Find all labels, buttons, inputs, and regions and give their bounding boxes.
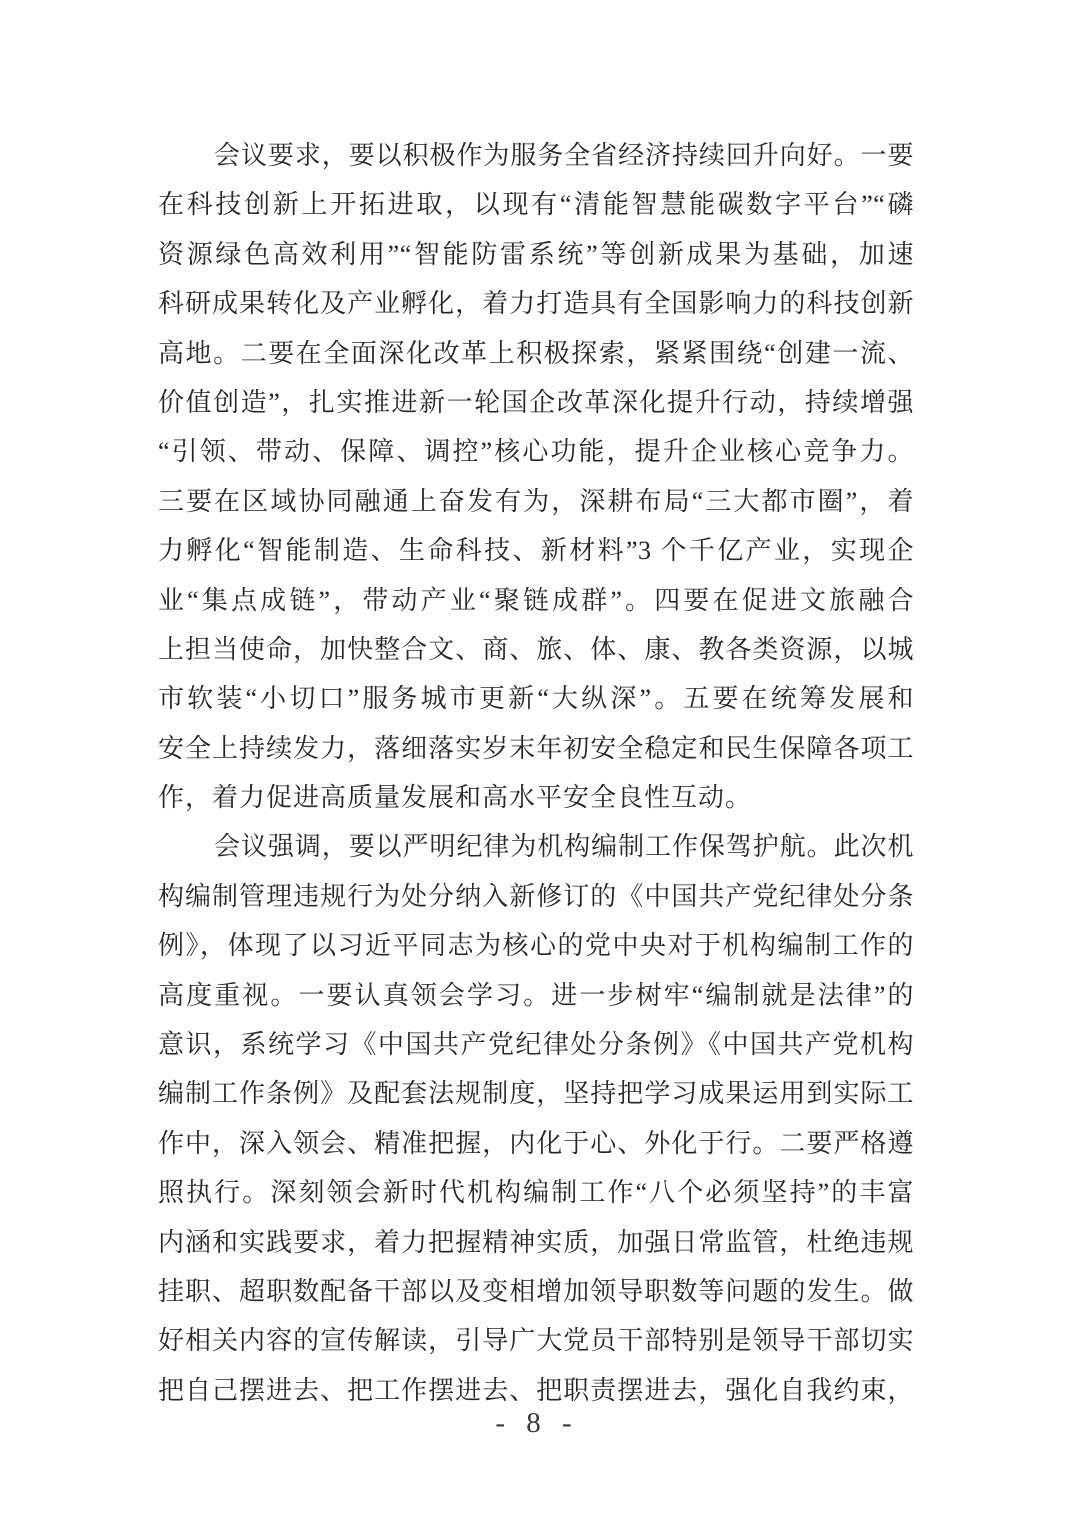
text-line: 安全上持续发力，落细落实岁末年初安全稳定和民生保障各项工 [158, 733, 914, 763]
paragraph-meeting-emphasis [158, 822, 914, 1415]
paragraph-meeting-requirements [158, 131, 914, 822]
text-line: 业“集点成链”，带动产业“聚链成群”。四要在促进文旅融合 [158, 585, 914, 615]
text-line: “引领、带动、保障、调控”核心功能，提升企业核心竞争力。 [158, 437, 914, 467]
document-body [158, 131, 914, 1415]
text-line: 资源绿色高效利用”“智能防雷系统”等创新成果为基础，加速 [158, 239, 914, 269]
text-line: 编制工作条例》及配套法规制度，坚持把学习成果运用到实际工 [158, 1079, 914, 1109]
text-line: 把自己摆进去、把工作摆进去、把职责摆进去，强化自我约束， [158, 1375, 914, 1405]
text-line: 高度重视。一要认真领会学习。进一步树牢“编制就是法律”的 [158, 980, 914, 1010]
text-line: 价值创造”，扎实推进新一轮国企改革深化提升行动，持续增强 [158, 387, 914, 417]
text-line: 会议要求，要以积极作为服务全省经济持续回升向好。一要 [214, 141, 914, 170]
text-line: 力孵化“智能制造、生命科技、新材料”3 个千亿产业，实现企 [158, 536, 914, 566]
text-line: 构编制管理违规行为处分纳入新修订的《中国共产党纪律处分条 [158, 881, 914, 911]
text-line: 市软装“小切口”服务城市更新“大纵深”。五要在统筹发展和 [158, 684, 914, 714]
text-line: 作中，深入领会、精准把握，内化于心、外化于行。二要严格遵 [158, 1128, 914, 1158]
text-line: 上担当使命，加快整合文、商、旅、体、康、教各类资源，以城 [158, 634, 914, 664]
text-line: 意识，系统学习《中国共产党纪律处分条例》《中国共产党机构 [158, 1030, 914, 1060]
text-line: 照执行。深刻领会新时代机构编制工作“八个必须坚持”的丰富 [158, 1178, 914, 1208]
text-line: 高地。二要在全面深化改革上积极探索，紧紧围绕“创建一流、 [158, 338, 914, 368]
text-line: 科研成果转化及产业孵化，着力打造具有全国影响力的科技创新 [158, 289, 914, 319]
text-line: 作，着力促进高质量发展和高水平安全良性互动。 [158, 783, 753, 813]
text-line: 好相关内容的宣传解读，引导广大党员干部特别是领导干部切实 [158, 1326, 914, 1356]
text-line: 三要在区域协同融通上奋发有为，深耕布局“三大都市圈”，着 [158, 486, 914, 516]
text-line: 会议强调，要以严明纪律为机构编制工作保驾护航。此次机 [214, 832, 914, 862]
page-number: - 8 - [495, 1407, 579, 1439]
text-line: 内涵和实践要求，着力把握精神实质，加强日常监管，杜绝违规 [158, 1227, 914, 1257]
text-line: 例》，体现了以习近平同志为核心的党中央对于机构编制工作的 [158, 931, 914, 961]
text-line: 在科技创新上开拓进取，以现有“清能智慧能碳数字平台”“磷 [158, 190, 914, 220]
text-line: 挂职、超职数配备干部以及变相增加领导职数等问题的发生。做 [158, 1276, 914, 1306]
